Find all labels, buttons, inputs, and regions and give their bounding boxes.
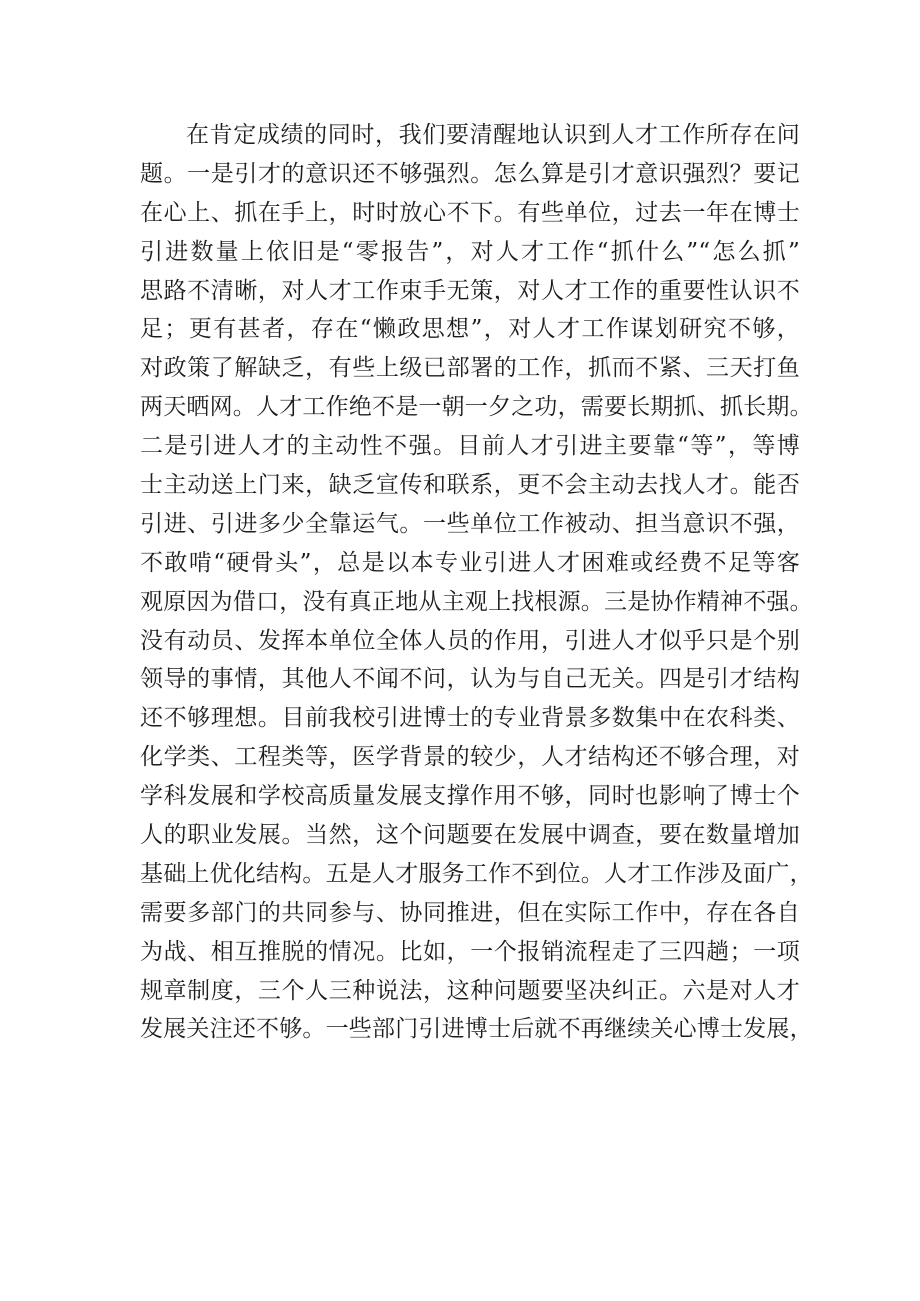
- text-line: 题。一是引才的意识还不够强烈。怎么算是引才意识强烈？要记: [140, 160, 800, 187]
- text-line: 士主动送上门来，缺乏宣传和联系，更不会主动去找人才。能否: [140, 472, 800, 499]
- text-line: 足；更有甚者，存在“懒政思想”，对人才工作谋划研究不够，: [140, 316, 800, 343]
- text-line: 规章制度，三个人三种说法，这种问题要坚决纠正。六是对人才: [140, 977, 800, 1004]
- text-line: 两天晒网。人才工作绝不是一朝一夕之功，需要长期抓、抓长期。: [140, 394, 813, 421]
- text-line: 观原因为借口，没有真正地从主观上找根源。三是协作精神不强。: [140, 588, 813, 615]
- text-line: 不敢啃“硬骨头”，总是以本专业引进人才困难或经费不足等客: [140, 549, 800, 576]
- text-line: 对政策了解缺乏，有些上级已部署的工作，抓而不紧、三天打鱼: [140, 355, 800, 382]
- text-line: 在肯定成绩的同时，我们要清醒地认识到人才工作所存在问: [186, 122, 800, 148]
- text-line: 引进、引进多少全靠运气。一些单位工作被动、担当意识不强，: [140, 510, 800, 537]
- text-line: 还不够理想。目前我校引进博士的专业背景多数集中在农科类、: [140, 705, 800, 732]
- text-line: 引进数量上依旧是“零报告”，对人才工作“抓什么”“怎么抓”: [140, 238, 800, 265]
- text-line: 为战、相互推脱的情况。比如，一个报销流程走了三四趟；一项: [140, 938, 800, 965]
- text-line: 没有动员、发挥本单位全体人员的作用，引进人才似乎只是个别: [140, 627, 800, 654]
- text-line: 学科发展和学校高质量发展支撑作用不够，同时也影响了博士个: [140, 783, 800, 810]
- text-line: 需要多部门的共同参与、协同推进，但在实际工作中，存在各自: [140, 899, 800, 926]
- text-line: 人的职业发展。当然，这个问题要在发展中调查，要在数量增加: [140, 822, 800, 849]
- text-line: 在心上、抓在手上，时时放心不下。有些单位，过去一年在博士: [140, 199, 800, 226]
- text-line: 思路不清晰，对人才工作束手无策，对人才工作的重要性认识不: [140, 277, 800, 304]
- text-line: 发展关注还不够。一些部门引进博士后就不再继续关心博士发展，: [140, 1016, 813, 1043]
- text-line: 化学类、工程类等，医学背景的较少，人才结构还不够合理，对: [140, 744, 800, 771]
- body-paragraph: [140, 116, 813, 1049]
- text-line: 领导的事情，其他人不闻不问，认为与自己无关。四是引才结构: [140, 666, 800, 693]
- text-line: 二是引进人才的主动性不强。目前人才引进主要靠“等”，等博: [140, 433, 800, 460]
- text-line: 基础上优化结构。五是人才服务工作不到位。人才工作涉及面广，: [140, 860, 813, 887]
